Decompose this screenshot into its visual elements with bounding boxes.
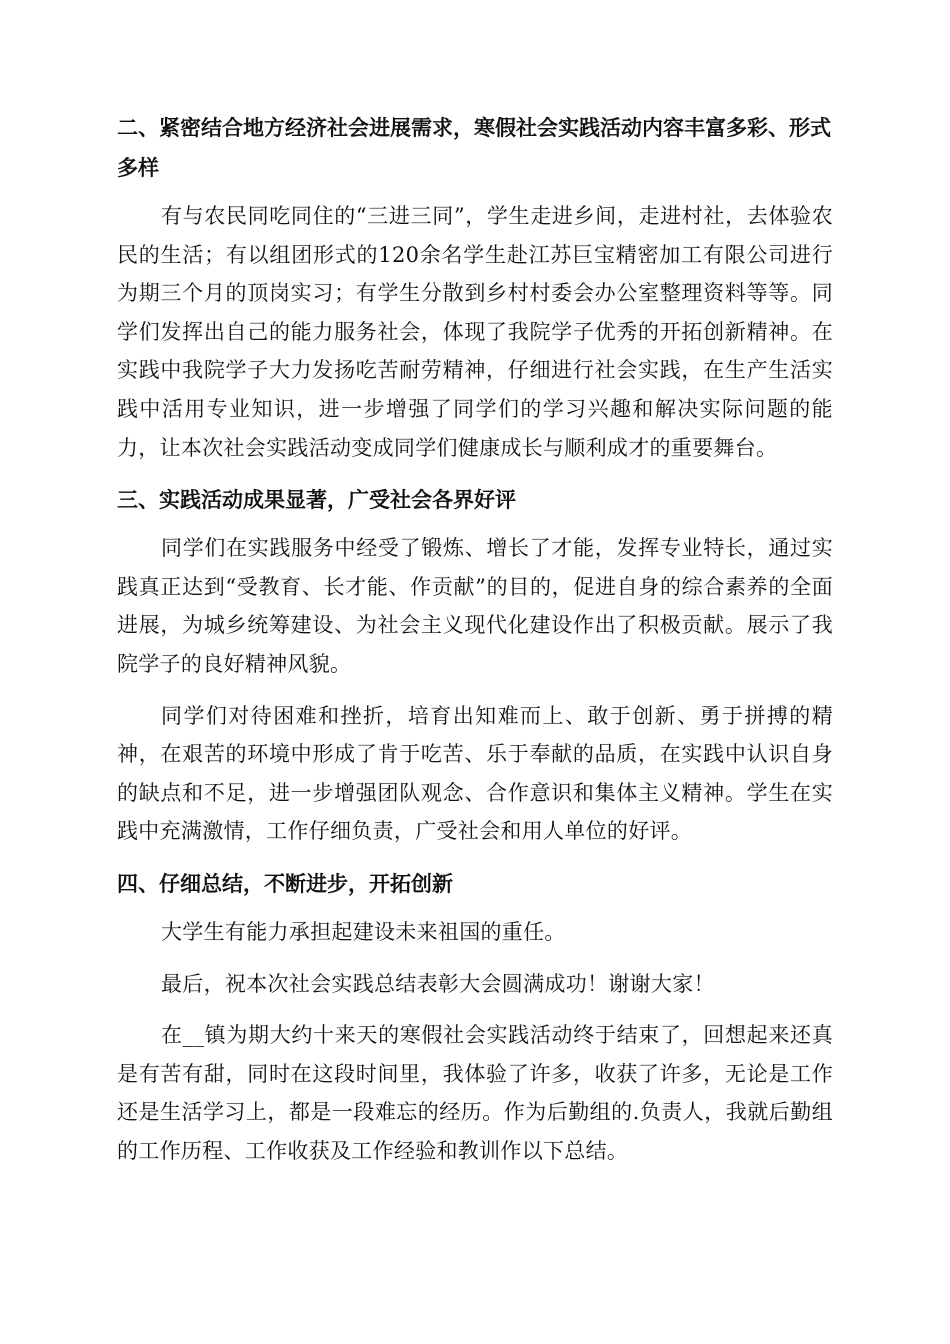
paragraph: 同学们在实践服务中经受了锻炼、增长了才能，发挥专业特长，通过实践真正达到“受教育、长才能、作贡献”的目的，促进自身的综合素养的全面进展，为城乡统筹建设、为社会主义现代化建设作出了积极贡献。展示了我院学子的良好精神风貌。 (117, 536, 833, 676)
paragraph: 大学生有能力承担起建设未来祖国的重任。 (161, 919, 566, 944)
paragraph: 在__镇为期大约十来天的寒假社会实践活动终于结束了，回想起来还真是有苦有甜，同时在这段时间里，我体验了许多，收获了许多，无论是工作还是生活学习上，都是一段难忘的经历。作为后勤组的.负责人，我就后勤组的工作历程、工作收获及工作经验和教训作以下总结。 (117, 1023, 833, 1163)
paragraph: 有与农民同吃同住的“三进三同”，学生走进乡间，走进村社，去体验农民的生活；有以组团形式的120余名学生赴江苏巨宝精密加工有限公司进行为期三个月的顶岗实习；有学生分散到乡村村委会办公室整理资料等等。同学们发挥出自己的能力服务社会，体现了我院学子优秀的开拓创新精神。在实践中我院学子大力发扬吃苦耐劳精神，仔细进行社会实践，在生产生活实践中活用专业知识，进一步增强了同学们的学习兴趣和解决实际问题的能力，让本次社会实践活动变成同学们健康成长与顺利成才的重要舞台。 (117, 204, 833, 460)
paragraph: 最后，祝本次社会实践总结表彰大会圆满成功！谢谢大家！ (161, 971, 715, 996)
section-heading-3: 三、实践活动成果显著，广受社会各界好评 (117, 488, 516, 513)
section-heading-4: 四、仔细总结，不断进步，开拓创新 (117, 871, 453, 896)
paragraph: 同学们对待困难和挫折，培育出知难而上、敢于创新、勇于拼搏的精神，在艰苦的环境中形成了肯于吃苦、乐于奉献的品质，在实践中认识自身的缺点和不足，进一步增强团队观念、合作意识和集体主义精神。学生在实践中充满激情，工作仔细负责，广受社会和用人单位的好评。 (117, 703, 833, 844)
document-page (117, 108, 833, 1170)
section-heading-2: 二、紧密结合地方经济社会进展需求，寒假社会实践活动内容丰富多彩、形式多样 (117, 116, 831, 180)
